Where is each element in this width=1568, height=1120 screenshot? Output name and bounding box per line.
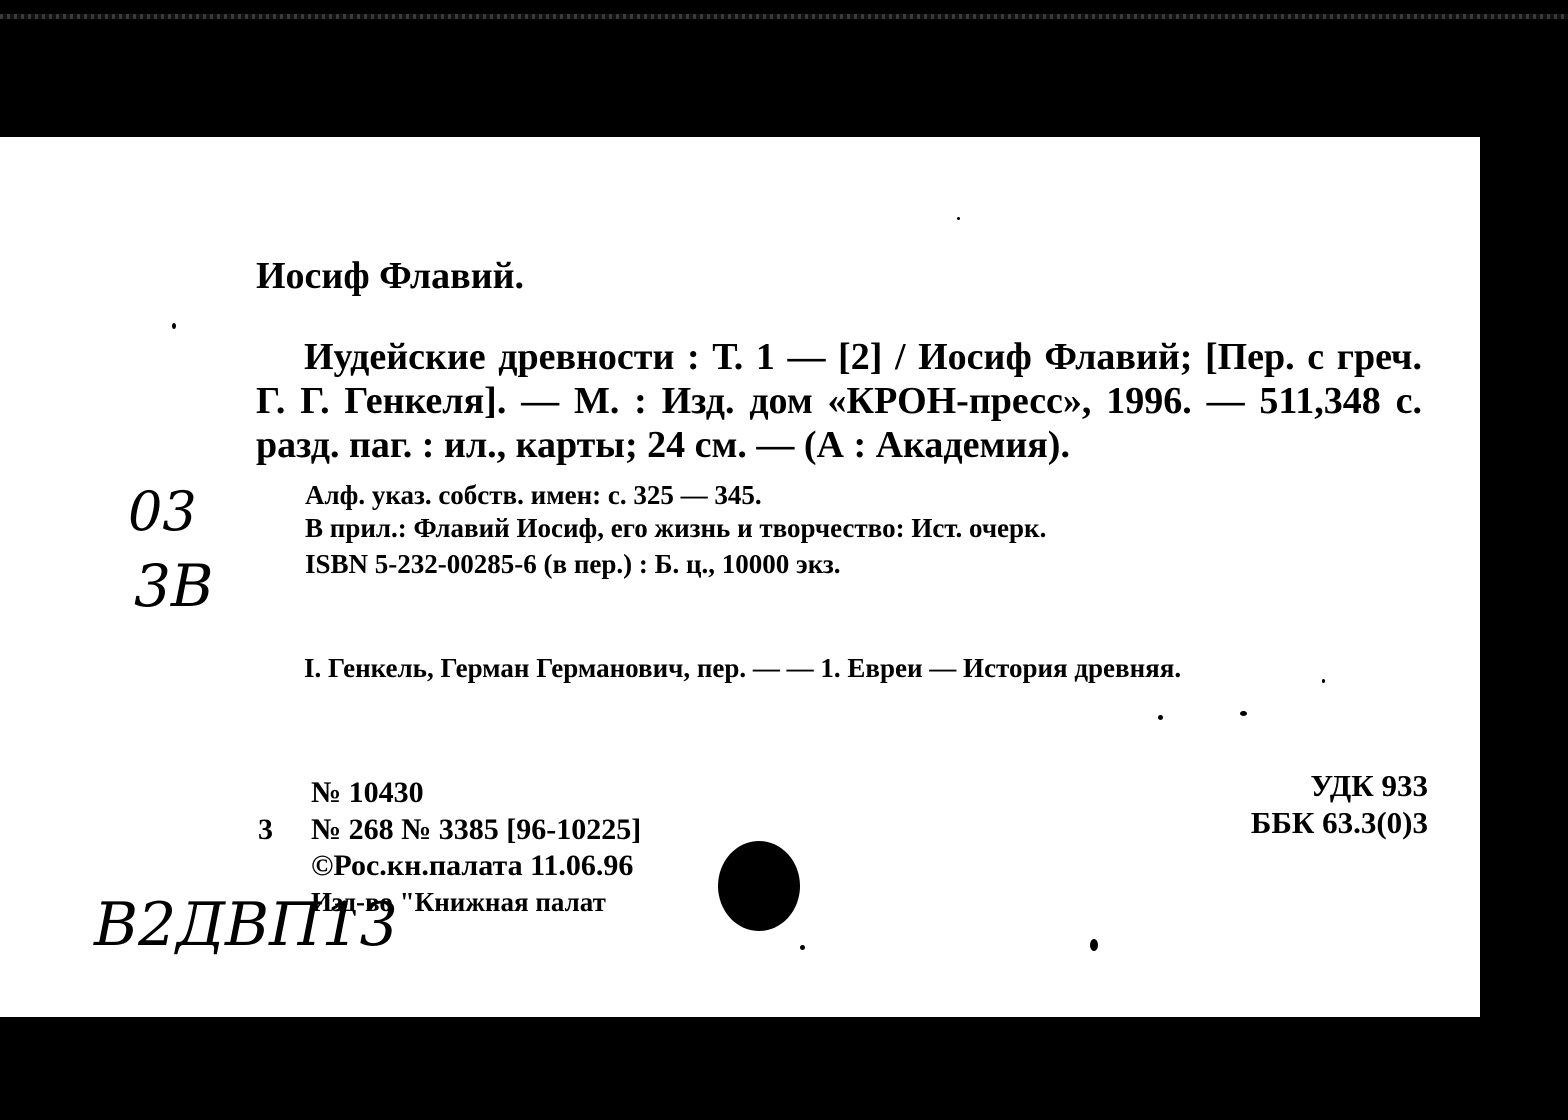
scan-speck — [172, 323, 176, 329]
card-registration-number: 3 — [258, 813, 273, 846]
scan-speck — [957, 217, 960, 220]
scan-speck — [800, 945, 805, 950]
card-bbk: ББК 63.3(0)3 — [1250, 805, 1428, 840]
card-note-isbn: ISBN 5-232-00285-6 (в пер.) : Б. ц., 10000 экз. — [305, 549, 841, 579]
handwritten-mark-2: 3B — [134, 552, 214, 620]
card-description: Иудейские древности : Т. 1 — [2] / Иосиф Флавий; [Пер. с греч. Г. Г. Генкеля]. — М. : Изд. дом «КРОН-пресс», 1996. — 511,348 с. разд. паг. : ил., карты; 24 см. — (А : Академия). — [256, 336, 1422, 466]
scan-speck — [1322, 679, 1325, 683]
scan-speck — [1240, 711, 1247, 716]
card-registration-line-2: № 268 № 3385 [96-10225] — [311, 813, 642, 846]
card-author: Иосиф Флавий. — [256, 255, 524, 297]
card-registration-line-1: № 10430 — [311, 776, 424, 809]
card-registration-line-4: Изд-во "Книжная палат — [311, 887, 606, 917]
scan-speck — [1158, 715, 1163, 720]
catalog-card — [0, 137, 1480, 1017]
card-note-appendix: В прил.: Флавий Иосиф, его жизнь и творчество: Ист. очерк. — [305, 513, 1047, 543]
scan-speck — [1090, 939, 1098, 951]
handwritten-mark-3: B2ДBП13 — [94, 890, 398, 960]
card-note-index: Алф. указ. собств. имен: с. 325 — 345. — [305, 480, 762, 510]
card-registration-line-3: ©Рос.кн.палата 11.06.96 — [311, 849, 634, 882]
card-subject-headings: I. Генкель, Герман Германович, пер. — — 1. Евреи — История древняя. — [304, 653, 1182, 683]
handwritten-mark-1: 03 — [128, 480, 197, 543]
punch-hole — [718, 841, 800, 931]
scan-top-strip — [0, 14, 1568, 19]
card-udk: УДК 933 — [1310, 768, 1428, 803]
